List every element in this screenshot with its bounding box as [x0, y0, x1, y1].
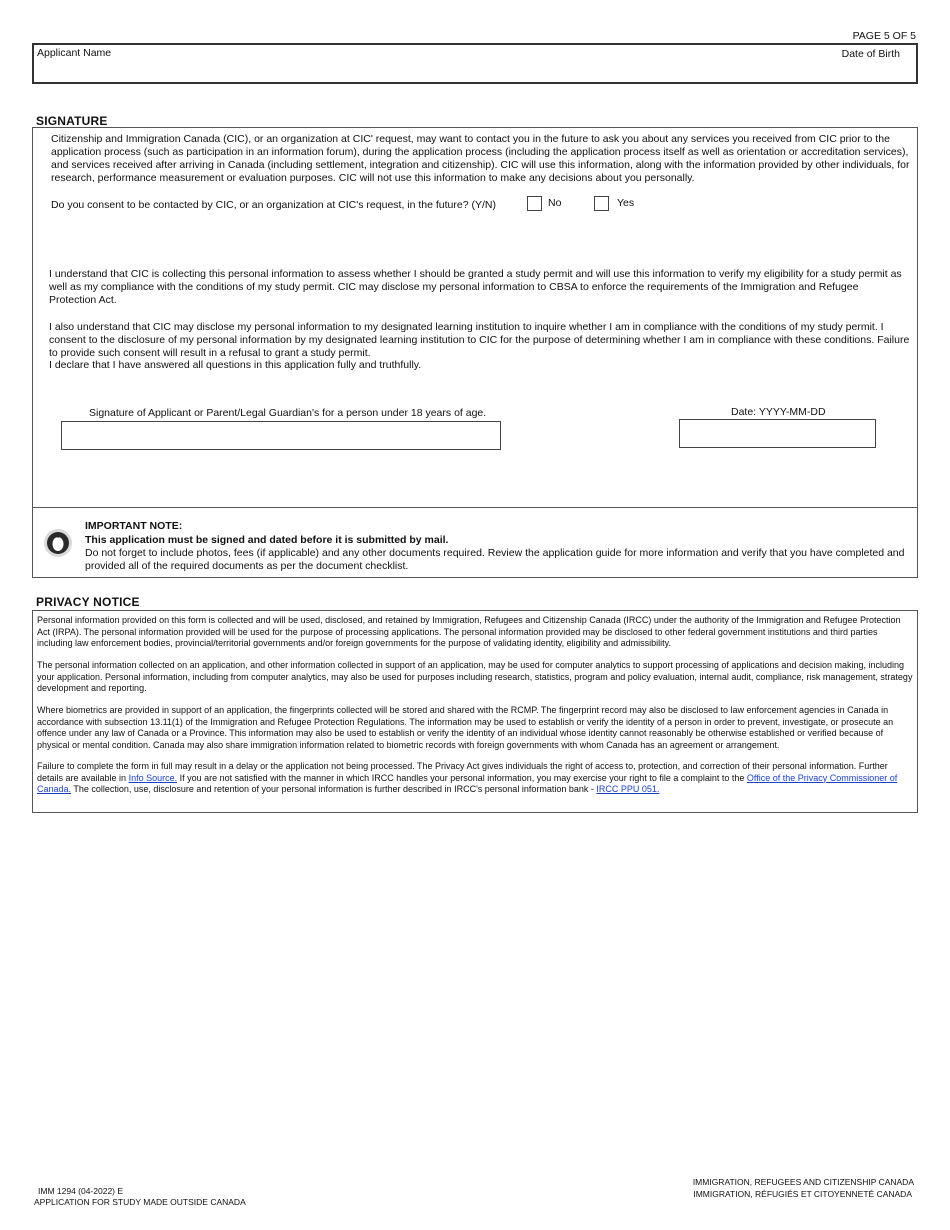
important-note-title: IMPORTANT NOTE: [85, 520, 183, 532]
privacy-p4-text-a: Failure to complete the form in full may result in a delay or the application not being processed. The Privacy Act gives individuals the right of access to, protection, and correction of their personal information. Further details are available in [37, 761, 888, 783]
form-title: APPLICATION FOR STUDY MADE OUTSIDE CANADA [34, 1197, 246, 1207]
privacy-commissioner-link[interactable]: Office of the Privacy Commissioner of Canada. [37, 772, 898, 794]
date-of-birth-label: Date of Birth [841, 48, 900, 60]
ircc-ppu-link[interactable]: IRCC PPU 051. [596, 784, 660, 794]
declaration-text: I declare that I have answered all questions in this application fully and truthfully. [49, 359, 422, 371]
department-name-en: IMMIGRATION, REFUGEES AND CITIZENSHIP CANADA [692, 1177, 914, 1187]
signature-section [32, 127, 918, 578]
signature-date-field[interactable] [679, 419, 876, 448]
consent-no-checkbox[interactable] [527, 196, 542, 211]
important-note-text: Do not forget to include photos, fees (if applicable) and any other documents required. Review the application guide for more information and verify that you have completed and provided all of the required documents as per the document checklist. [85, 547, 905, 572]
info-source-link[interactable]: Info Source. [128, 772, 178, 783]
privacy-paragraph-3: Where biometrics are provided in support of an application, the fingerprints collected will be stored and shared with the RCMP. The fingerprint record may also be disclosed to law enforcement agencies in Canada in accordance with subsection 13.11(1) of the Immigration and Refugee Protection Regulations. The information may be used to establish or verify the identity of a person in order to prevent, investigate, or prosecute an offence under any law of Canada or a Province. This information may also be used to establish or verify the identity of an individual whose identity cannot reasonably be otherwise established or verified because of physical or mental condition. Canada may also share immigration information related to biometric records with foreign governments with whom Canada has an agreement or arrangement. [37, 705, 894, 750]
signature-label: Signature of Applicant or Parent/Legal Guardian's for a person under 18 years of age. [89, 407, 487, 419]
date-label: Date: YYYY-MM-DD [731, 406, 826, 418]
privacy-p4-text-b: If you are not satisfied with the manner in which IRCC handles your personal information, you may exercise your right to file a complaint to the [177, 772, 747, 783]
signature-field[interactable] [61, 421, 501, 450]
form-code: IMM 1294 (04-2022) E [38, 1186, 124, 1196]
consent-yes-label: Yes [617, 197, 635, 209]
consent-question: Do you consent to be contacted by CIC, or an organization at CIC's request, in the future? (Y/N) [51, 199, 496, 211]
signature-heading: SIGNATURE [36, 114, 108, 128]
privacy-paragraph-1: Personal information provided on this form is collected and will be used, disclosed, and retained by Immigration, Refugees and Citizenship Canada (IRCC) under the authority of the Immigration and Refugee Protection Act (IRPA). The personal information provided will be used for the purpose of processing applications. The personal information provided may be disclosed to other federal government institutions and third parties including law enforcement bodies, provincial/territorial governments and/or foreign governments for the purpose of validating identity, eligibility and admissibility. [37, 615, 901, 648]
department-name-fr: IMMIGRATION, RÉFUGIÉS ET CITOYENNETÉ CANADA [693, 1189, 912, 1199]
page-number: PAGE 5 OF 5 [852, 30, 916, 42]
applicant-header-box [32, 43, 918, 84]
understand-text-1: I understand that CIC is collecting this personal information to assess whether I should be granted a study permit and will use this information to verify my eligibility for a study permit as well as my compliance with the conditions of my study permit. CIC may disclose my personal information to CBSA to enforce the requirements of the Immigration and Refugee Protection Act. [49, 268, 902, 306]
understand-text-2: I also understand that CIC may disclose my personal information to my designated learning institution to inquire whether I am in compliance with the conditions of my study permit. I consent to the disclosure of my personal information by my designated learning institution to CIC for the purpose of determining whether I am in compliance with these conditions. Failure to provide such consent will result in a refusal to grant a study permit. [49, 321, 910, 359]
consent-yes-checkbox[interactable] [594, 196, 609, 211]
important-divider [33, 507, 917, 508]
privacy-heading: PRIVACY NOTICE [36, 595, 140, 609]
important-note-icon [43, 528, 73, 558]
privacy-paragraph-4 [37, 761, 913, 796]
privacy-notice-box [32, 610, 918, 813]
consent-no-label: No [548, 197, 562, 209]
applicant-name-label: Applicant Name [37, 47, 112, 59]
privacy-paragraph-2: The personal information collected on an application, and other information collected in support of an application, may be used for computer analytics to support processing of applications and decision making, including your application. Personal information, including from computer analytics, may also be used for purposes including research, statistics, program and policy evaluation, internal audit, compliance, risk management, strategy development and reporting. [37, 660, 913, 693]
important-note-bold: This application must be signed and dated before it is submitted by mail. [85, 534, 449, 546]
privacy-p4-text-c: The collection, use, disclosure and retention of your personal information is further described in IRCC's personal information bank - [71, 784, 597, 794]
contact-intro-text: Citizenship and Immigration Canada (CIC), or an organization at CIC' request, may want to contact you in the future to ask you about any services you received from CIC prior to the application process (such as participation in an information forum), during the application process (including the application process itself as well as orientation or accreditation services), and services received after arriving in Canada (including settlement, integration and citizenship). CIC will use this information, along with the information provided by other individuals, for research, performance measurement or evaluation purposes. CIC will not use this information to make any decisions about you personally. [51, 133, 910, 184]
